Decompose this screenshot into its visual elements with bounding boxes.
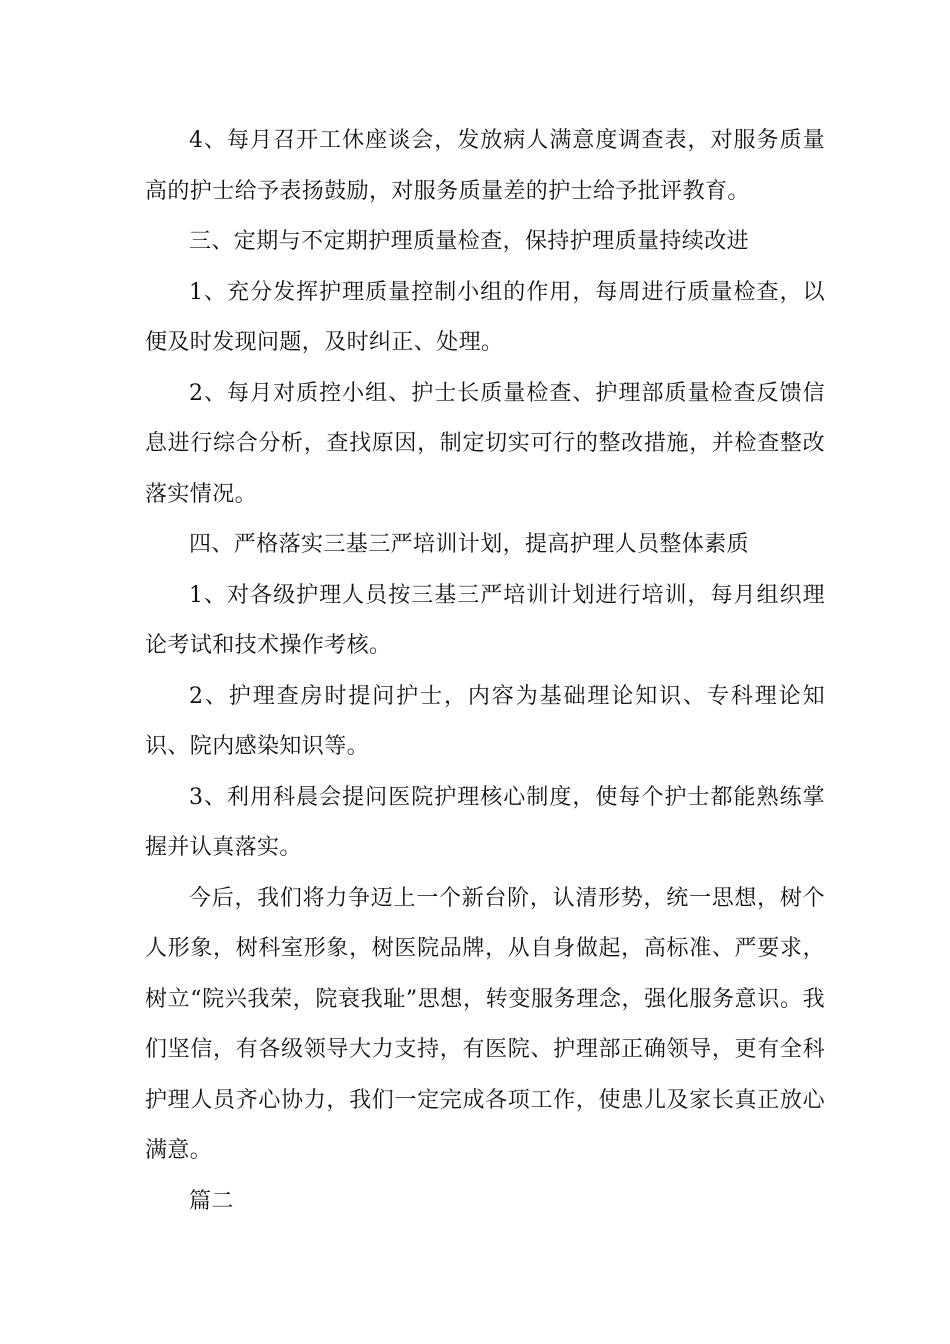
paragraph-item-4-satisfaction-survey: 4、每月召开工休座谈会，发放病人满意度调查表，对服务质量高的护士给予表扬鼓励，对服务质量差的护士给予批评教育。 bbox=[145, 128, 825, 204]
paragraph-item-2-feedback-analysis: 2、每月对质控小组、护士长质量检查、护理部质量检查反馈信息进行综合分析，查找原因，制定切实可行的整改措施，并检查整改落实情况。 bbox=[145, 380, 825, 507]
paragraph-conclusion: 今后，我们将力争迈上一个新台阶，认清形势，统一思想，树个人形象，树科室形象，树医院品牌，从自身做起，高标准、严要求，树立“院兴我荣，院衰我耻”思想，转变服务理念，强化服务意识。我们坚信，有各级领导大力支持，有医院、护理部正确领导，更有全科护理人员齐心协力，我们一定完成各项工作，使患儿及家长真正放心满意。 bbox=[145, 885, 825, 1163]
section-heading-quality-inspection: 三、定期与不定期护理质量检查，保持护理质量持续改进 bbox=[189, 229, 750, 254]
document-body bbox=[145, 116, 825, 1227]
section-heading-training-plan: 四、严格落实三基三严培训计划，提高护理人员整体素质 bbox=[189, 532, 750, 557]
paragraph-item-3-core-system: 3、利用科晨会提问医院护理核心制度，使每个护士都能熟练掌握并认真落实。 bbox=[145, 784, 825, 860]
paragraph-item-1-quality-control-group: 1、充分发挥护理质量控制小组的作用，每周进行质量检查，以便及时发现问题，及时纠正、处理。 bbox=[145, 279, 825, 355]
section-label-part-two: 篇二 bbox=[189, 1188, 234, 1214]
paragraph-item-2-ward-round-questions: 2、护理查房时提问护士，内容为基础理论知识、专科理论知识、院内感染知识等。 bbox=[145, 683, 825, 759]
paragraph-item-1-training: 1、对各级护理人员按三基三严培训计划进行培训，每月组织理论考试和技术操作考核。 bbox=[145, 582, 825, 658]
